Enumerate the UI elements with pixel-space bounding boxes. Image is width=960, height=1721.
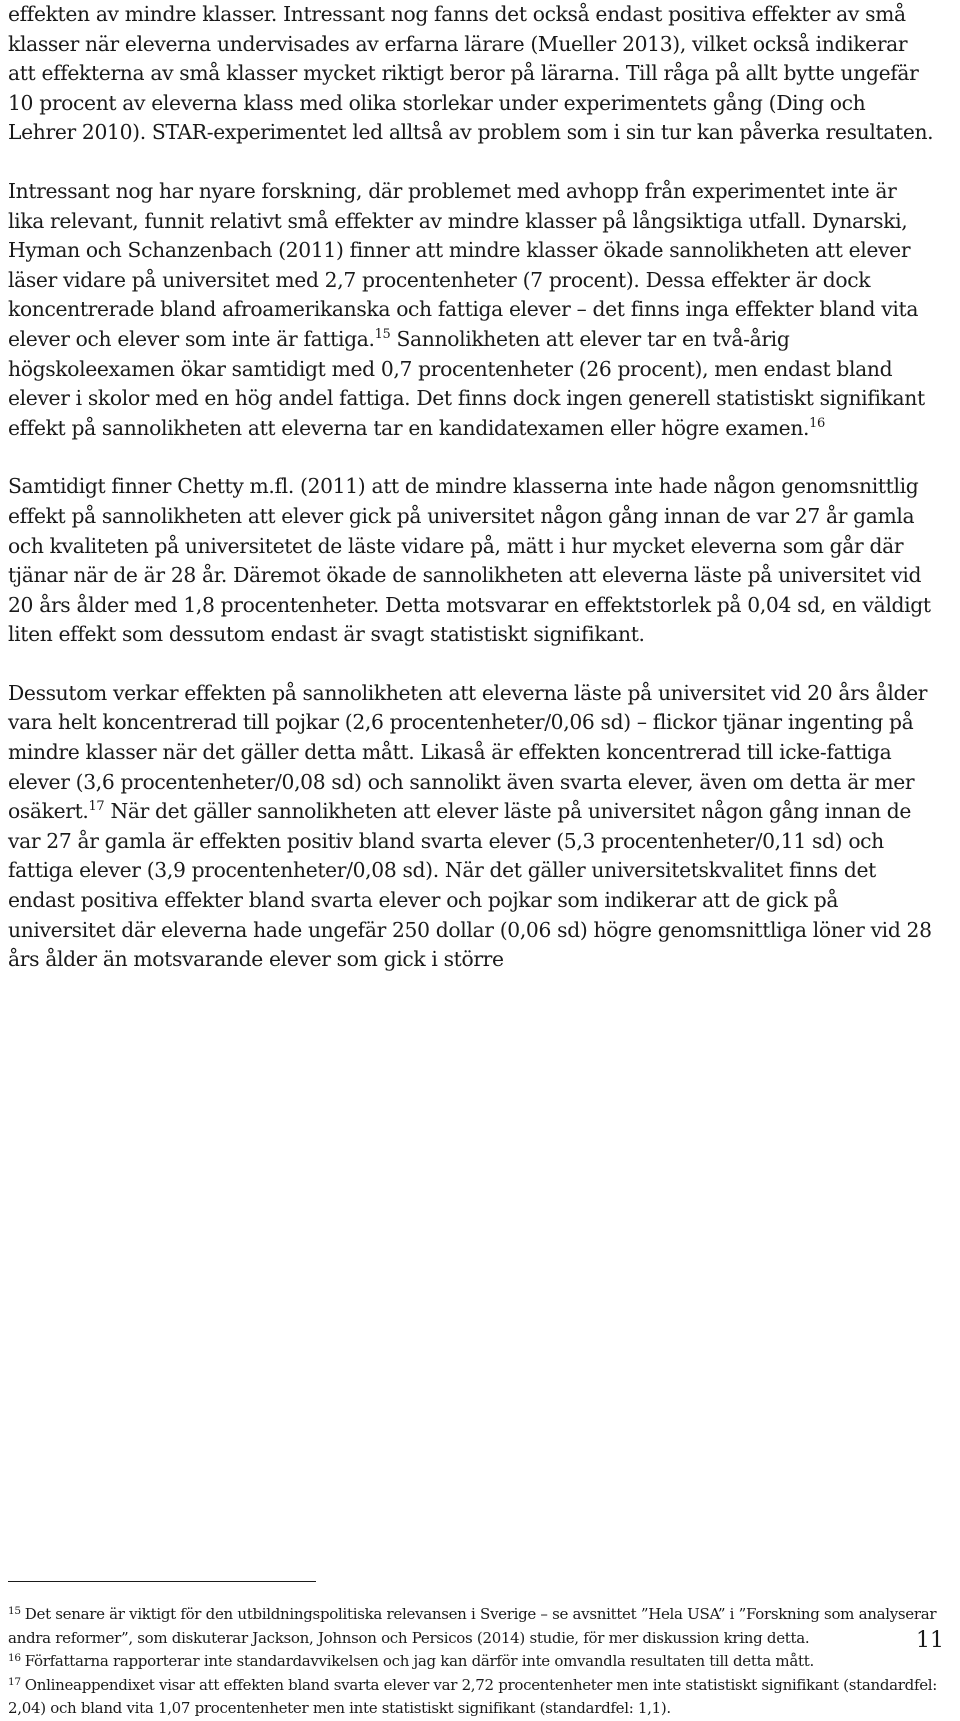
footnote-text: Det senare är viktigt för den utbildningspolitiska relevansen i Sverige – se avsnittet ”Hela USA” i ”Forskning som analyserar andra reformer”, som diskuterar Jackson, Johnson och Persicos (2014) studie, för mer diskussion kring detta. bbox=[8, 1605, 937, 1647]
paragraph-3: Samtidigt finner Chetty m.fl. (2011) att de mindre klasserna inte hade någon genomsnittlig effekt på sannolikheten att elever gick på universitet någon gång innan de var 27 år gamla och kvaliteten på universitetet de läste vidare på, mätt i hur mycket eleverna som går där tjänar när de är 28 år. Däremot ökade de sannolikheten att eleverna läste på universitet vid 20 års ålder med 1,8 procentenheter. Detta motsvarar en effektstorlek på 0,04 sd, en väldigt liten effekt som dessutom endast är svagt statistiskt signifikant. bbox=[8, 474, 931, 647]
footnote-ref-17[interactable]: 17 bbox=[88, 799, 105, 815]
paragraph-2-part-b: Sannolikheten att elever tar en två-årig högskoleexamen ökar samtidigt med 0,7 procentenheter (26 procent), men endast bland elever i skolor med en hög andel fattiga. Det finns dock ingen generell statistiskt signifikant effekt på sannolikheten att eleverna tar en kandidatexamen eller högre examen. bbox=[8, 326, 925, 440]
footnote-ref-16[interactable]: 16 bbox=[809, 415, 825, 431]
footnote-17 bbox=[8, 1674, 943, 1721]
footnotes bbox=[8, 1603, 943, 1721]
footnote-ref-15[interactable]: 15 bbox=[374, 326, 391, 342]
footnote-text: Onlineappendixet visar att effekten bland svarta elever var 2,72 procentenheter men inte statistiskt signifikant (standardfel: 2,04) och bland vita 1,07 procentenheter men inte statistiskt signifikant (standardfel: 1,1). bbox=[8, 1675, 938, 1718]
footnote-16 bbox=[8, 1650, 943, 1674]
footnote-text: Författarna rapporterar inte standardavvikelsen och jag kan därför inte omvandla resultaten till detta mått. bbox=[24, 1652, 814, 1671]
footnote-number: 16 bbox=[8, 1652, 21, 1665]
body-text bbox=[8, 0, 938, 975]
footnote-15 bbox=[8, 1603, 943, 1650]
footnote-number: 17 bbox=[8, 1675, 21, 1688]
paragraph-1: effekten av mindre klasser. Intressant nog fanns det också endast positiva effekter av små klasser när eleverna undervisades av erfarna lärare (Mueller 2013), vilket också indikerar att effekterna av små klasser mycket riktigt beror på lärarna. Till råga på allt bytte ungefär 10 procent av eleverna klass med olika storlekar under experimentets gång (Ding och Lehrer 2010). STAR-experimentet led alltså av problem som i sin tur kan påverka resultaten. bbox=[8, 2, 934, 145]
paragraph-4 bbox=[8, 679, 938, 975]
page-number: 11 bbox=[916, 1628, 944, 1653]
document-page bbox=[8, 0, 938, 975]
paragraph-2 bbox=[8, 177, 938, 443]
paragraph-4-part-b: När det gäller sannolikheten att elever läste på universitet någon gång innan de var 27 år gamla är effekten positiv bland svarta elever (5,3 procentenheter/0,11 sd) och fattiga elever (3,9 procentenheter/0,08 sd). När det gäller universitetskvalitet finns det endast positiva effekter bland svarta elever och pojkar som indikerar att de gick på universitet där eleverna hade ungefär 250 dollar (0,06 sd) högre genomsnittliga löner vid 28 års ålder än motsvarande elever som gick i större bbox=[8, 799, 932, 972]
footnote-separator bbox=[8, 1581, 316, 1582]
paragraph-2-part-a: Intressant nog har nyare forskning, där problemet med avhopp från experimentet inte är lika relevant, funnit relativt små effekter av mindre klasser på långsiktiga utfall. Dynarski, Hyman och Schanzenbach (2011) finner att mindre klasser ökade sannolikheten att elever läser vidare på universitet med 2,7 procentenheter (7 procent). Dessa effekter är dock koncentrerade bland afroamerikanska och fattiga elever – det finns inga effekter bland vita elever och elever som inte är fattiga. bbox=[8, 178, 919, 351]
paragraph-4-part-a: Dessutom verkar effekten på sannolikheten att eleverna läste på universitet vid 20 års ålder vara helt koncentrerad till pojkar (2,6 procentenheter/0,06 sd) – flickor tjänar ingenting på mindre klasser när det gäller detta mått. Likaså är effekten koncentrerad till icke-fattiga elever (3,6 procentenheter/0,08 sd) och sannolikt även svarta elever, även om detta är mer osäkert. bbox=[8, 680, 928, 824]
footnote-number: 15 bbox=[8, 1605, 21, 1617]
